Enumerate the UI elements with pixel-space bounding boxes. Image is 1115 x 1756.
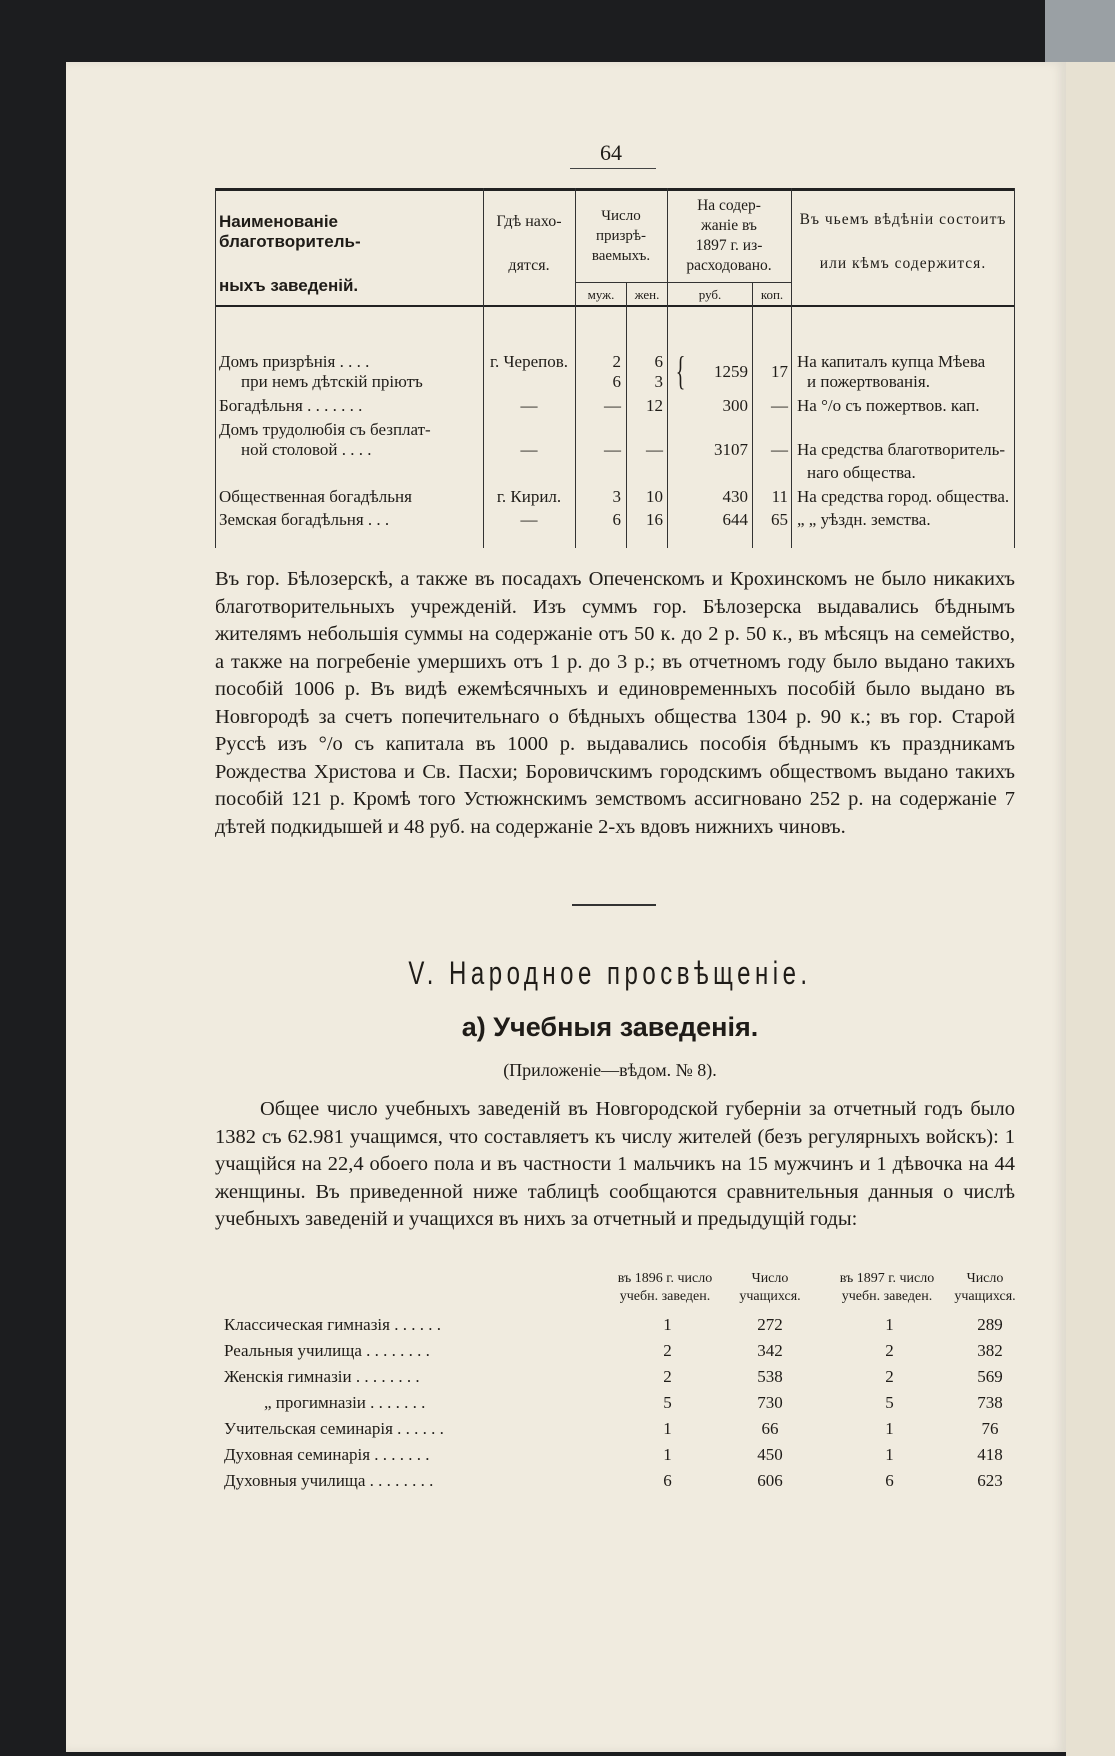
charity-row-female: 3: [654, 372, 663, 391]
charity-row-rub: 644: [722, 510, 748, 529]
schools-row-s96: 342: [757, 1341, 783, 1360]
schools-row-s96: 450: [757, 1445, 783, 1464]
schools-row-name: Реальныя училища . . . . . . . .: [224, 1341, 430, 1360]
charity-row-name: ной столовой . . . .: [241, 440, 372, 459]
charity-row-where: —: [520, 510, 538, 529]
charity-row-rub: 430: [722, 487, 748, 506]
charity-row-name: Домъ трудолюбія съ безплат-: [219, 420, 431, 439]
schools-row-i97: 6: [885, 1471, 894, 1490]
schools-row-s96: 606: [757, 1471, 783, 1490]
schools-row-s97: 623: [977, 1471, 1003, 1490]
schools-row-s97: 76: [981, 1419, 999, 1438]
charity-row-name: Богадѣльня . . . . . . .: [219, 396, 363, 415]
charity-row-name: Земская богадѣльня . . .: [219, 510, 390, 529]
section-separator: [572, 904, 656, 906]
charity-row-male: 2: [612, 352, 621, 371]
schools-row-name: Классическая гимназія . . . . . .: [224, 1315, 441, 1334]
page-number: 64: [600, 140, 622, 165]
charity-row-female: —: [646, 440, 663, 459]
charity-row-male: 3: [612, 487, 621, 506]
appendix-note: (Приложеніе—вѣдом. № 8).: [503, 1060, 717, 1080]
charity-row-female: 12: [646, 396, 663, 415]
charity-row-male: —: [604, 396, 621, 415]
charity-row-managed: „ „ уѣздн. земства.: [797, 510, 931, 529]
schools-row-name: Духовная семинарія . . . . . . .: [224, 1445, 430, 1464]
charity-row-managed: На капиталъ купца Мѣева: [797, 352, 986, 371]
section-title: V. Народное просвѣщеніе.: [408, 955, 812, 991]
schools-row-i97: 1: [885, 1445, 894, 1464]
charity-row-male: —: [604, 440, 621, 459]
schools-row-name: Духовныя училища . . . . . . . .: [224, 1471, 434, 1490]
header-kop: коп.: [760, 287, 784, 302]
schools-row-i97: 2: [885, 1341, 894, 1360]
header-rub: руб.: [698, 287, 722, 302]
charity-row-rub: 300: [722, 396, 748, 415]
header-1897-students: Число учащихся.: [954, 1271, 1016, 1304]
header-count: Число призрѣ- ваемыхъ.: [591, 208, 651, 264]
schools-row-name: Женскія гимназіи . . . . . . . .: [224, 1367, 420, 1386]
schools-row-s97: 418: [977, 1445, 1003, 1464]
header-1897-institutions: въ 1897 г. число учебн. заведен.: [839, 1271, 935, 1304]
schools-row-s97: 289: [977, 1315, 1003, 1334]
schools-row-i96: 2: [663, 1341, 672, 1360]
page-number-rule: [570, 168, 656, 169]
schools-row-i97: 1: [885, 1419, 894, 1438]
header-expense: На содер- жаніе въ 1897 г. из- расходовано.: [686, 197, 772, 274]
schools-table: [215, 1270, 1015, 1500]
charity-row-kop: —: [771, 396, 788, 415]
charity-row-managed: На средства благотворитель-: [797, 440, 1006, 459]
next-page-edge: [1066, 62, 1115, 1756]
schools-row-name: Учительская семинарія . . . . . .: [224, 1419, 444, 1438]
schools-row-i97: 1: [885, 1315, 894, 1334]
schools-row-name: „ прогимназіи . . . . . . .: [264, 1393, 426, 1412]
schools-row-i97: 2: [885, 1367, 894, 1386]
schools-row-i96: 2: [663, 1367, 672, 1386]
charity-table: [215, 188, 1015, 548]
schools-row-i96: 1: [663, 1315, 672, 1334]
charity-row-managed: На средства город. общества.: [797, 487, 1010, 506]
schools-row-i96: 1: [663, 1419, 672, 1438]
charity-row-managed: и пожертвованія.: [807, 372, 930, 391]
charity-row-rub: 1259: [714, 362, 748, 381]
charity-row-kop: 11: [771, 487, 788, 506]
charity-row-managed: наго общества.: [807, 463, 916, 482]
header-male: муж.: [587, 287, 615, 302]
charity-row-male: 6: [612, 372, 621, 391]
charity-row-where: —: [520, 396, 538, 415]
schools-row-i97: 5: [885, 1393, 894, 1412]
charity-row-rub: 3107: [714, 440, 748, 459]
brace-icon: {: [675, 348, 686, 393]
schools-row-s96: 730: [757, 1393, 783, 1412]
paragraph-education: Общее число учебныхъ заведеній въ Новгородской губерніи за отчетный годъ было 1382 съ 62.981 учащимся, что составляетъ къ числу жителей (безъ регулярныхъ войскъ): 1 учащійся на 22,4 обоего пола и въ частности 1 мальчикъ на 15 мужчинъ и 1 дѣвочка на 44 женщины. Въ приведенной ниже таблицѣ сообщаются сравнительныя данныя о числѣ учебныхъ заведеній и учащихся въ нихъ за отчетный и предыдущій годы:: [215, 1098, 1015, 1230]
schools-row-s97: 738: [977, 1393, 1003, 1412]
schools-row-s97: 382: [977, 1341, 1003, 1360]
header-female: жен.: [634, 287, 660, 302]
charity-row-kop: 17: [771, 362, 788, 381]
header-1896-institutions: въ 1896 г. число учебн. заведен.: [617, 1271, 713, 1304]
charity-row-kop: 65: [771, 510, 788, 529]
schools-row-s97: 569: [977, 1367, 1003, 1386]
charity-row-kop: —: [771, 440, 788, 459]
charity-row-female: 10: [646, 487, 663, 506]
schools-row-i96: 1: [663, 1445, 672, 1464]
schools-row-s96: 538: [757, 1367, 783, 1386]
charity-row-male: 6: [612, 510, 621, 529]
subsection-title: а) Учебныя заведенія.: [461, 1012, 759, 1042]
charity-row-name: Домъ призрѣнія . . . .: [219, 352, 370, 371]
schools-row-i96: 6: [663, 1471, 672, 1490]
charity-row-where: —: [520, 440, 538, 459]
header-managed: Въ чьемъ вѣдѣніи состоитъ или кѣмъ содержится.: [799, 211, 1007, 272]
schools-row-s96: 66: [761, 1419, 779, 1438]
schools-row-i96: 5: [663, 1393, 672, 1412]
charity-row-female: 16: [646, 510, 663, 529]
header-name: Наименованіе благотворитель- ныхъ заведеній.: [219, 212, 361, 295]
header-1896-students: Число учащихся.: [739, 1271, 801, 1304]
charity-row-managed: На °/о съ пожертвов. кап.: [797, 396, 980, 415]
scanner-background: [1045, 0, 1115, 62]
charity-row-name: при немъ дѣтскій пріютъ: [241, 372, 423, 391]
charity-row-where: г. Кирил.: [496, 487, 562, 506]
paragraph-poor-relief: Въ гор. Бѣлозерскѣ, а также въ посадахъ Опеченскомъ и Крохинскомъ не было никакихъ благотворительныхъ учрежденій. Изъ суммъ гор. Бѣлозерска выдавались бѣднымъ жителямъ небольшія суммы на содержаніе отъ 50 к. до 2 р. 50 к., въ мѣсяцъ на семейство, а также на погребеніе умершихъ отъ 1 р. до 3 р.; въ отчетномъ году было выдано такихъ пособій 1006 р. Въ видѣ ежемѣсячныхъ и единовременныхъ пособій было выдано въ Новгородѣ за счетъ попечительнаго о бѣдныхъ общества 1304 р. 90 к.; въ гор. Старой Руссѣ изъ °/о съ капитала въ 1000 р. выдавались пособія бѣднымъ къ праздникамъ Рождества Христова и Св. Пасхи; Боровичскимъ городскимъ обществомъ выдано такихъ пособій 121 р. Кромѣ того Устюжнскимъ земствомъ ассигновано 252 р. на содержаніе 7 дѣтей подкидышей и 48 руб. на содержаніе 2-хъ вдовъ нижнихъ чиновъ.: [215, 568, 1015, 838]
charity-row-female: 6: [654, 352, 663, 371]
charity-row-name: Общественная богадѣльня: [219, 487, 412, 506]
schools-row-s96: 272: [757, 1315, 783, 1334]
charity-row-where: г. Черепов.: [489, 352, 569, 371]
header-where: Гдѣ нахо- дятся.: [496, 213, 562, 274]
